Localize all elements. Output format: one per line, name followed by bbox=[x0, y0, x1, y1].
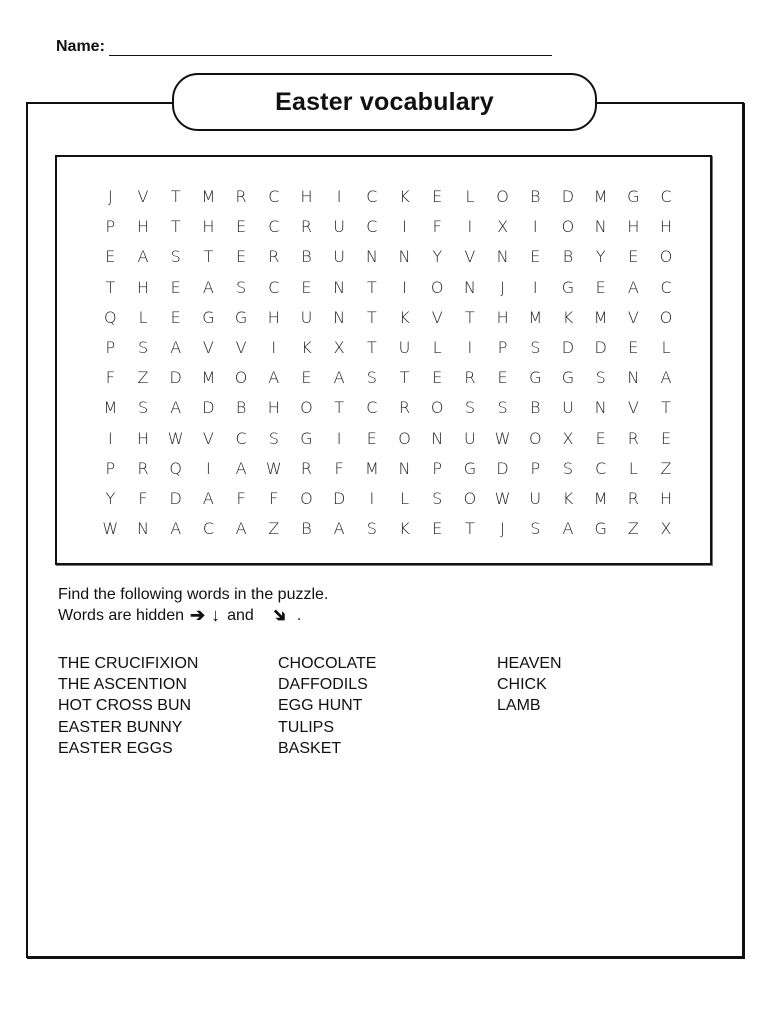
grid-letter[interactable]: A bbox=[333, 519, 345, 539]
word-list-item: EASTER BUNNY bbox=[58, 718, 183, 736]
grid-letter[interactable]: C bbox=[268, 277, 280, 297]
grid-letter[interactable]: C bbox=[660, 277, 672, 297]
grid-letter[interactable]: O bbox=[430, 277, 444, 297]
instructions-line-2 bbox=[58, 602, 328, 628]
grid-letter[interactable]: R bbox=[464, 368, 476, 388]
grid-letter[interactable]: S bbox=[530, 337, 541, 357]
grid-letter[interactable]: C bbox=[660, 187, 672, 206]
grid-letter[interactable]: E bbox=[432, 187, 443, 206]
grid-letter[interactable]: O bbox=[234, 368, 248, 388]
grid-letter[interactable]: F bbox=[334, 458, 344, 478]
grid-letter[interactable]: R bbox=[627, 428, 639, 448]
grid-letter[interactable]: V bbox=[202, 337, 214, 357]
grid-letter[interactable]: N bbox=[463, 277, 476, 297]
grid-letter[interactable]: Q bbox=[169, 458, 183, 478]
grid-letter[interactable]: A bbox=[202, 277, 214, 297]
grid-letter[interactable]: B bbox=[562, 247, 574, 267]
grid-letter[interactable]: S bbox=[530, 519, 541, 539]
grid-letter[interactable]: R bbox=[268, 247, 280, 267]
grid-letter[interactable]: T bbox=[465, 519, 475, 539]
grid-letter[interactable]: Z bbox=[137, 368, 149, 388]
grid-letter[interactable]: P bbox=[432, 458, 443, 478]
grid-letter[interactable]: J bbox=[107, 187, 113, 206]
grid-letter[interactable]: W bbox=[494, 488, 511, 508]
grid-letter[interactable]: T bbox=[203, 247, 214, 267]
grid-letter[interactable]: G bbox=[202, 307, 215, 327]
grid-letter[interactable]: D bbox=[496, 458, 509, 478]
grid-letter[interactable]: V bbox=[464, 247, 476, 267]
grid-letter[interactable]: V bbox=[235, 337, 247, 357]
grid-letter[interactable]: M bbox=[201, 368, 216, 388]
grid-letter[interactable]: V bbox=[431, 307, 443, 327]
grid-letter[interactable]: M bbox=[103, 398, 118, 418]
grid-letter[interactable]: R bbox=[627, 488, 639, 508]
grid-letter[interactable]: C bbox=[268, 187, 280, 206]
grid-letter[interactable]: T bbox=[170, 217, 181, 237]
grid-letter[interactable]: B bbox=[301, 247, 312, 267]
word-list-item: TULIPS bbox=[278, 718, 335, 736]
word-list-column-3 bbox=[497, 653, 562, 717]
grid-letter[interactable]: O bbox=[528, 428, 542, 448]
grid-letter[interactable]: A bbox=[170, 519, 182, 539]
word-list-item: EGG HUNT bbox=[278, 697, 363, 715]
grid-letter[interactable]: V bbox=[627, 307, 639, 327]
grid-letter[interactable]: E bbox=[366, 428, 377, 448]
grid-letter[interactable]: F bbox=[269, 488, 279, 508]
grid-letter[interactable]: O bbox=[496, 187, 509, 206]
grid-letter[interactable]: Y bbox=[595, 247, 606, 267]
grid-letter[interactable]: S bbox=[170, 247, 181, 267]
grid-letter[interactable]: M bbox=[201, 187, 216, 206]
grid-letter[interactable]: N bbox=[365, 247, 378, 267]
word-list-item: BASKET bbox=[278, 739, 342, 757]
title-banner bbox=[172, 73, 597, 131]
grid-letter[interactable]: P bbox=[105, 458, 116, 478]
grid-letter[interactable]: A bbox=[235, 458, 247, 478]
grid-letter[interactable]: L bbox=[138, 307, 148, 327]
grid-letter[interactable]: J bbox=[500, 519, 505, 539]
grid-letter[interactable]: A bbox=[627, 277, 639, 297]
grid-letter[interactable]: X bbox=[497, 217, 509, 237]
grid-letter[interactable]: S bbox=[497, 398, 508, 418]
grid-letter[interactable]: B bbox=[301, 519, 312, 539]
word-list-item: THE ASCENTION bbox=[58, 676, 187, 694]
grid-letter[interactable]: N bbox=[398, 458, 411, 478]
grid-letter[interactable]: S bbox=[366, 519, 377, 539]
and-text: and bbox=[227, 607, 254, 624]
grid-letter[interactable]: H bbox=[137, 428, 150, 448]
grid-letter[interactable]: G bbox=[561, 368, 575, 388]
grid-letter[interactable]: Z bbox=[268, 519, 280, 539]
grid-letter[interactable]: O bbox=[659, 247, 673, 267]
grid-letter[interactable]: T bbox=[661, 398, 671, 418]
grid-letter[interactable]: C bbox=[202, 519, 214, 539]
grid-letter[interactable]: N bbox=[496, 247, 509, 267]
grid-letter[interactable]: U bbox=[529, 488, 542, 508]
grid-letter[interactable]: P bbox=[497, 337, 508, 357]
grid-letter[interactable]: A bbox=[137, 247, 149, 267]
grid-letter[interactable]: G bbox=[234, 307, 248, 327]
grid-letter[interactable]: A bbox=[170, 398, 182, 418]
grid-letter[interactable]: E bbox=[301, 368, 312, 388]
grid-letter[interactable]: A bbox=[268, 368, 280, 388]
grid-letter[interactable]: A bbox=[333, 368, 345, 388]
word-list-column-2 bbox=[278, 653, 376, 759]
grid-letter[interactable]: T bbox=[170, 187, 181, 206]
grid-letter[interactable]: E bbox=[170, 307, 181, 327]
grid-letter[interactable]: G bbox=[561, 277, 575, 297]
grid-letter[interactable]: L bbox=[465, 187, 475, 206]
word-list-column-1 bbox=[58, 653, 198, 759]
grid-letter[interactable]: W bbox=[102, 519, 119, 539]
grid-letter[interactable]: D bbox=[332, 488, 346, 508]
grid-letter[interactable]: H bbox=[137, 277, 150, 297]
grid-letter[interactable]: G bbox=[300, 428, 313, 448]
grid-letter[interactable]: K bbox=[562, 488, 574, 508]
grid-letter[interactable]: T bbox=[366, 337, 377, 357]
grid-letter[interactable]: S bbox=[464, 398, 475, 418]
grid-letter[interactable]: C bbox=[366, 398, 378, 418]
grid-letter[interactable]: E bbox=[236, 247, 247, 267]
grid-letter[interactable]: V bbox=[202, 428, 214, 448]
grid-letter[interactable]: X bbox=[660, 519, 672, 539]
grid-letter[interactable]: C bbox=[268, 217, 280, 237]
word-list-item: LAMB bbox=[497, 697, 541, 715]
grid-letter[interactable]: A bbox=[660, 368, 672, 388]
grid-letter[interactable]: N bbox=[594, 398, 607, 418]
grid-letter[interactable]: H bbox=[496, 307, 509, 327]
word-list-item: EASTER EGGS bbox=[58, 739, 173, 757]
period-text: . bbox=[296, 607, 302, 624]
word-search-grid bbox=[94, 185, 684, 547]
grid-letter[interactable]: E bbox=[301, 277, 312, 297]
grid-letter[interactable]: O bbox=[300, 398, 313, 418]
grid-letter[interactable]: M bbox=[593, 307, 608, 327]
grid-letter[interactable]: C bbox=[366, 187, 378, 206]
grid-letter[interactable]: D bbox=[561, 337, 575, 357]
grid-letter[interactable]: I bbox=[467, 217, 473, 237]
grid-letter[interactable]: B bbox=[530, 187, 541, 206]
grid-letter[interactable]: Q bbox=[104, 307, 117, 327]
grid-letter[interactable]: U bbox=[300, 307, 313, 327]
grid-letter[interactable]: V bbox=[137, 187, 149, 206]
grid-letter[interactable]: A bbox=[202, 488, 214, 508]
grid-letter[interactable]: E bbox=[432, 519, 443, 539]
grid-letter[interactable]: D bbox=[561, 187, 575, 206]
grid-letter[interactable]: L bbox=[400, 488, 409, 508]
grid-letter[interactable]: H bbox=[267, 398, 280, 418]
grid-letter[interactable]: D bbox=[169, 488, 182, 508]
grid-letter[interactable]: L bbox=[661, 337, 671, 357]
name-row bbox=[56, 38, 552, 56]
word-list-item: HEAVEN bbox=[497, 655, 562, 672]
grid-letter[interactable]: G bbox=[529, 368, 542, 388]
grid-letter[interactable]: P bbox=[105, 217, 116, 237]
grid-letter[interactable]: H bbox=[137, 217, 150, 237]
grid-letter[interactable]: I bbox=[206, 458, 211, 478]
word-list-item: HOT CROSS BUN bbox=[58, 697, 192, 715]
grid-letter[interactable]: B bbox=[530, 398, 541, 418]
grid-letter[interactable]: E bbox=[628, 337, 639, 357]
grid-letter[interactable]: W bbox=[265, 458, 282, 478]
grid-letter[interactable]: I bbox=[402, 277, 407, 297]
grid-letter[interactable]: N bbox=[627, 368, 640, 388]
grid-letter[interactable]: H bbox=[300, 187, 313, 206]
grid-letter[interactable]: E bbox=[236, 217, 247, 237]
grid-letter[interactable]: F bbox=[138, 488, 148, 508]
page-title: Easter vocabulary bbox=[275, 87, 494, 116]
grid-letter[interactable]: P bbox=[105, 337, 116, 357]
grid-letter[interactable]: Y bbox=[432, 247, 443, 267]
grid-letter[interactable]: K bbox=[399, 307, 410, 327]
grid-letter[interactable]: K bbox=[301, 337, 312, 357]
grid-letter[interactable]: S bbox=[137, 398, 149, 418]
grid-letter[interactable]: W bbox=[167, 428, 184, 448]
grid-letter[interactable]: C bbox=[366, 217, 378, 237]
grid-letter[interactable]: T bbox=[105, 277, 116, 297]
grid-letter[interactable]: T bbox=[399, 368, 410, 388]
grid-letter[interactable]: A bbox=[235, 519, 247, 539]
grid-letter[interactable]: I bbox=[402, 217, 407, 237]
grid-letter[interactable]: I bbox=[107, 428, 113, 448]
grid-letter[interactable]: K bbox=[399, 519, 410, 539]
grid-letter[interactable]: H bbox=[267, 307, 280, 327]
grid-letter[interactable]: O bbox=[561, 217, 575, 237]
grid-letter[interactable]: I bbox=[336, 428, 342, 448]
grid-letter[interactable]: S bbox=[268, 428, 279, 448]
grid-letter[interactable]: N bbox=[594, 217, 607, 237]
grid-letter[interactable]: C bbox=[235, 428, 247, 448]
grid-letter[interactable]: T bbox=[366, 307, 377, 327]
word-list-item: DAFFODILS bbox=[278, 676, 368, 694]
grid-letter[interactable]: I bbox=[532, 277, 538, 297]
grid-letter[interactable]: E bbox=[105, 247, 116, 267]
grid-letter[interactable]: H bbox=[660, 217, 673, 237]
grid-letter[interactable]: R bbox=[137, 458, 149, 478]
grid-letter[interactable]: M bbox=[593, 187, 608, 206]
grid-letter[interactable]: V bbox=[627, 398, 639, 418]
grid-letter[interactable]: S bbox=[137, 337, 149, 357]
grid-letter[interactable]: I bbox=[532, 217, 538, 237]
grid-letter[interactable]: F bbox=[432, 217, 442, 237]
grid-letter[interactable]: K bbox=[399, 187, 410, 206]
grid-letter[interactable]: E bbox=[595, 277, 606, 297]
grid-letter[interactable]: M bbox=[364, 458, 379, 478]
grid-letter[interactable]: E bbox=[497, 368, 508, 388]
word-list-item: THE CRUCIFIXION bbox=[58, 655, 199, 672]
hidden-directions-label: Words are hidden bbox=[58, 607, 184, 624]
grid-letter[interactable]: O bbox=[430, 398, 444, 418]
grid-letter[interactable]: S bbox=[595, 368, 606, 388]
grid-letter[interactable]: P bbox=[530, 458, 541, 478]
grid-letter[interactable]: S bbox=[236, 277, 247, 297]
grid-letter[interactable]: D bbox=[594, 337, 607, 357]
grid-letter[interactable]: N bbox=[398, 247, 411, 267]
grid-letter[interactable]: B bbox=[235, 398, 247, 418]
name-label: Name: bbox=[56, 38, 105, 55]
grid-letter[interactable]: S bbox=[432, 488, 443, 508]
grid-letter[interactable]: E bbox=[595, 428, 606, 448]
word-list-item: CHOCOLATE bbox=[278, 655, 377, 672]
grid-letter[interactable]: O bbox=[398, 428, 411, 448]
grid-letter[interactable]: X bbox=[333, 337, 345, 357]
word-list-item: CHICK bbox=[497, 676, 547, 694]
arrow-right-icon: ➔ bbox=[190, 605, 206, 625]
grid-letter[interactable]: O bbox=[300, 488, 313, 508]
grid-letter[interactable]: E bbox=[660, 428, 672, 448]
grid-letter[interactable]: A bbox=[562, 519, 574, 539]
grid-letter[interactable]: N bbox=[137, 519, 150, 539]
grid-letter[interactable]: I bbox=[271, 337, 277, 357]
grid-letter[interactable]: O bbox=[463, 488, 477, 508]
grid-letter[interactable]: N bbox=[333, 307, 346, 327]
grid-letter[interactable]: H bbox=[660, 488, 673, 508]
grid-letter[interactable]: U bbox=[333, 217, 346, 237]
grid-letter[interactable]: T bbox=[334, 398, 345, 418]
grid-letter[interactable]: G bbox=[463, 458, 477, 478]
grid-letter[interactable]: R bbox=[300, 217, 313, 237]
grid-letter[interactable]: E bbox=[432, 368, 443, 388]
grid-letter[interactable]: G bbox=[627, 187, 640, 206]
grid-letter[interactable]: Z bbox=[660, 458, 672, 478]
grid-letter[interactable]: S bbox=[562, 458, 574, 478]
name-blank-line[interactable] bbox=[109, 39, 552, 56]
grid-letter[interactable]: H bbox=[627, 217, 640, 237]
grid-letter[interactable]: L bbox=[628, 458, 638, 478]
arrow-diagonal-icon: ➔ bbox=[267, 602, 293, 628]
grid-letter[interactable]: R bbox=[235, 187, 247, 206]
grid-letter[interactable]: E bbox=[170, 277, 181, 297]
grid-letter[interactable]: D bbox=[202, 398, 215, 418]
grid-letter[interactable]: F bbox=[105, 368, 115, 388]
grid-letter[interactable]: R bbox=[398, 398, 411, 418]
grid-letter[interactable]: G bbox=[594, 519, 607, 539]
grid-letter[interactable]: T bbox=[366, 277, 377, 297]
grid-letter[interactable]: O bbox=[659, 307, 673, 327]
grid-letter[interactable]: U bbox=[398, 337, 411, 357]
instructions bbox=[58, 584, 328, 626]
arrow-down-icon: ↓ bbox=[211, 605, 221, 625]
grid-letter[interactable]: T bbox=[465, 307, 475, 327]
grid-letter[interactable]: A bbox=[170, 337, 182, 357]
grid-letter[interactable]: M bbox=[528, 307, 543, 327]
grid-letter[interactable]: J bbox=[500, 277, 505, 297]
grid-letter[interactable]: I bbox=[336, 187, 342, 206]
grid-letter[interactable]: H bbox=[202, 217, 215, 237]
grid-letter[interactable]: I bbox=[467, 337, 473, 357]
grid-letter[interactable]: M bbox=[593, 488, 608, 508]
grid-letter[interactable]: U bbox=[333, 247, 346, 267]
grid-letter[interactable]: S bbox=[366, 368, 377, 388]
grid-letter[interactable]: Y bbox=[105, 488, 116, 508]
grid-letter[interactable]: F bbox=[236, 488, 246, 508]
grid-letter[interactable]: E bbox=[628, 247, 639, 267]
grid-letter[interactable]: C bbox=[595, 458, 607, 478]
grid-letter[interactable]: E bbox=[530, 247, 541, 267]
grid-letter[interactable]: X bbox=[562, 428, 574, 448]
grid-letter[interactable]: K bbox=[562, 307, 574, 327]
grid-letter[interactable]: Z bbox=[627, 519, 639, 539]
instructions-line-1: Find the following words in the puzzle. bbox=[58, 586, 329, 603]
grid-letter[interactable]: I bbox=[369, 488, 375, 508]
grid-letter[interactable]: L bbox=[432, 337, 442, 357]
grid-letter[interactable]: N bbox=[431, 428, 444, 448]
grid-letter[interactable]: U bbox=[562, 398, 574, 418]
grid-letter[interactable]: N bbox=[333, 277, 346, 297]
grid-letter[interactable]: W bbox=[494, 428, 511, 448]
grid-letter[interactable]: U bbox=[464, 428, 476, 448]
grid-letter[interactable]: R bbox=[300, 458, 313, 478]
grid-letter[interactable]: D bbox=[169, 368, 182, 388]
